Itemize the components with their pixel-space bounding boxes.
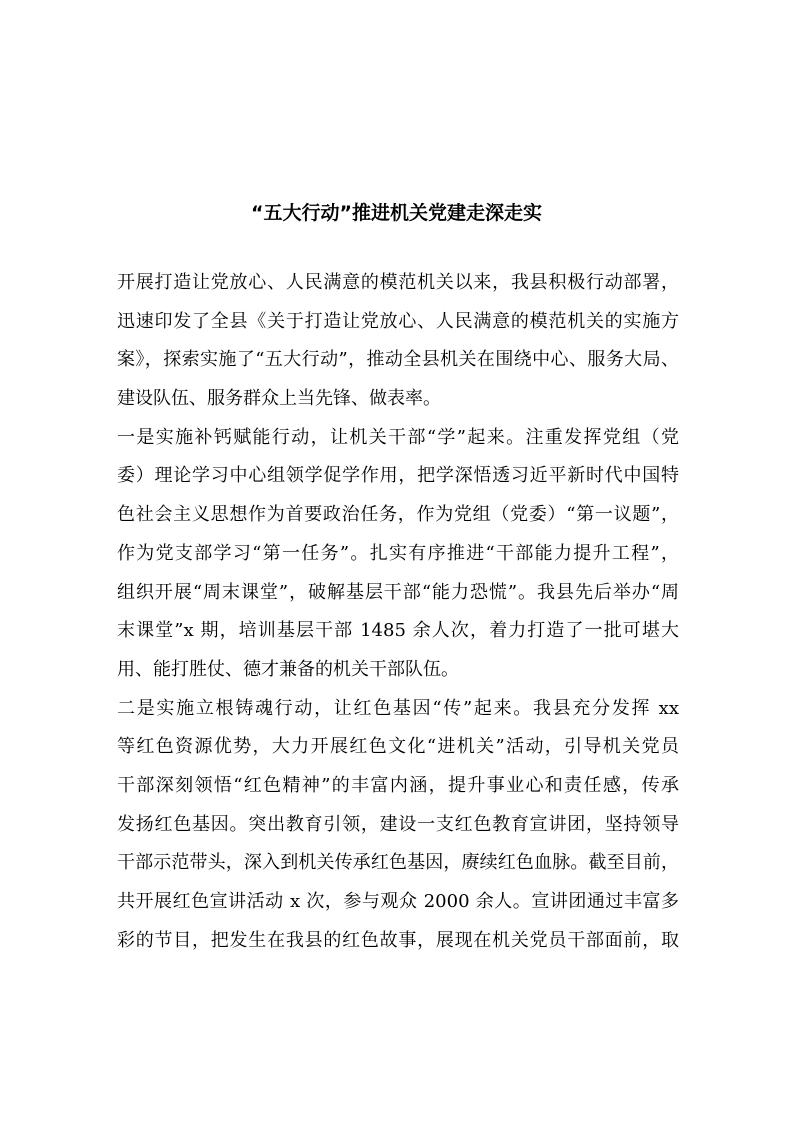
- text-line: 共开展红色宣讲活动 x 次，参与观众 2000 余人。宣讲团通过丰富多: [117, 891, 679, 912]
- text-line: 发扬红色基因。突出教育引领，建设一支红色教育宣讲团，坚持领导: [117, 813, 679, 835]
- text-line: 组织开展“周末课堂”，破解基层干部“能力恐慌”。我县先后举办“周: [117, 581, 679, 603]
- text-line: 干部示范带头，深入到机关传承红色基因，赓续红色血脉。截至目前，: [117, 852, 679, 874]
- text-line: 建设队伍、服务群众上当先锋、做表率。: [117, 388, 441, 410]
- document-title: “五大行动”推进机关党建走深走实: [251, 202, 542, 224]
- text-line: 委）理论学习中心组领学促学作用，把学深悟透习近平新时代中国特: [117, 465, 679, 487]
- text-line: 色社会主义思想作为首要政治任务，作为党组（党委）“第一议题”，: [117, 504, 679, 526]
- text-line: 等红色资源优势，大力开展红色文化“进机关”活动，引导机关党员: [117, 736, 679, 758]
- text-line: 开展打造让党放心、人民满意的模范机关以来，我县积极行动部署，: [117, 272, 679, 293]
- text-line: 迅速印发了全县《关于打造让党放心、人民满意的模范机关的实施方: [117, 310, 679, 332]
- document-body: [117, 264, 679, 960]
- text-line: 末课堂”x 期，培训基层干部 1485 余人次，着力打造了一批可堪大: [117, 620, 679, 642]
- paragraph-intro: [117, 264, 679, 419]
- text-line: 二是实施立根铸魂行动，让红色基因“传”起来。我县充分发挥 xx: [117, 697, 679, 719]
- text-line: 彩的节目，把发生在我县的红色故事，展现在机关党员干部面前，取: [117, 929, 679, 951]
- text-line: 一是实施补钙赋能行动，让机关干部“学”起来。注重发挥党组（党: [117, 426, 679, 448]
- paragraph-action-one: [117, 419, 679, 690]
- text-line: 作为党支部学习“第一任务”。扎实有序推进“干部能力提升工程”，: [117, 542, 679, 564]
- text-line: 干部深刻领悟“红色精神”的丰富内涵，提升事业心和责任感，传承: [117, 774, 679, 796]
- text-line: 案》，探索实施了“五大行动”，推动全县机关在围绕中心、服务大局、: [117, 349, 679, 371]
- paragraph-action-two: [117, 690, 679, 961]
- text-line: 用、能打胜仗、德才兼备的机关干部队伍。: [117, 658, 459, 680]
